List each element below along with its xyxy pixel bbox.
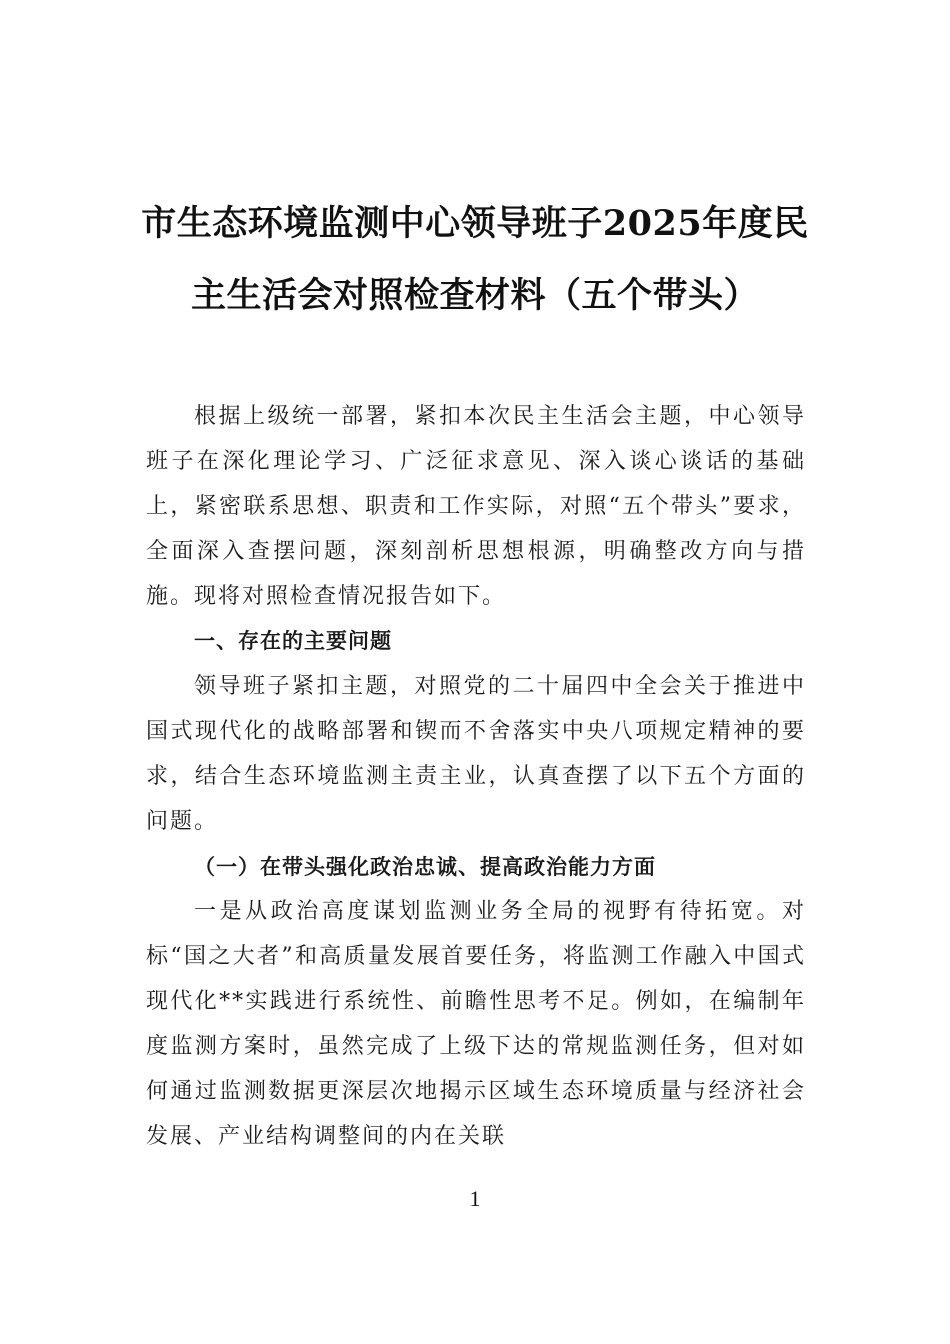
title-line-2: 主生活会对照检查材料（五个带头） bbox=[190, 275, 759, 316]
intro-paragraph: 根据上级统一部署，紧扣本次民主生活会主题，中心领导班子在深化理论学习、广泛征求意见、深入谈心谈话的基础上，紧密联系思想、职责和工作实际，对照“五个带头”要求，全面深入查摆问题，深刻剖析思想根源，明确整改方向与措施。现将对照检查情况报告如下。 bbox=[146, 404, 806, 609]
page-number: 1 bbox=[469, 1186, 481, 1211]
title-line-1: 市生态环境监测中心领导班子2025年度民 bbox=[141, 203, 809, 244]
section-paragraph: 领导班子紧扣主题，对照党的二十届四中全会关于推进中国式现代化的战略部署和锲而不舍落实中央八项规定精神的要求，结合生态环境监测主责主业，认真查摆了以下五个方面的问题。 bbox=[146, 674, 806, 834]
document-title bbox=[120, 188, 830, 332]
document-body bbox=[146, 394, 806, 1159]
subsection-heading: （一）在带头强化政治忠诚、提高政治能力方面 bbox=[194, 854, 656, 879]
subsection-paragraph: 一是从政治高度谋划监测业务全局的视野有待拓宽。对标“国之大者”和高质量发展首要任务，将监测工作融入中国式现代化**实践进行系统性、前瞻性思考不足。例如，在编制年度监测方案时，虽然完成了上级下达的常规监测任务，但对如何通过监测数据更深层次地揭示区域生态环境质量与经济社会发展、产业结构调整间的内在关联 bbox=[146, 899, 806, 1149]
section-heading: 一、存在的主要问题 bbox=[194, 629, 392, 653]
